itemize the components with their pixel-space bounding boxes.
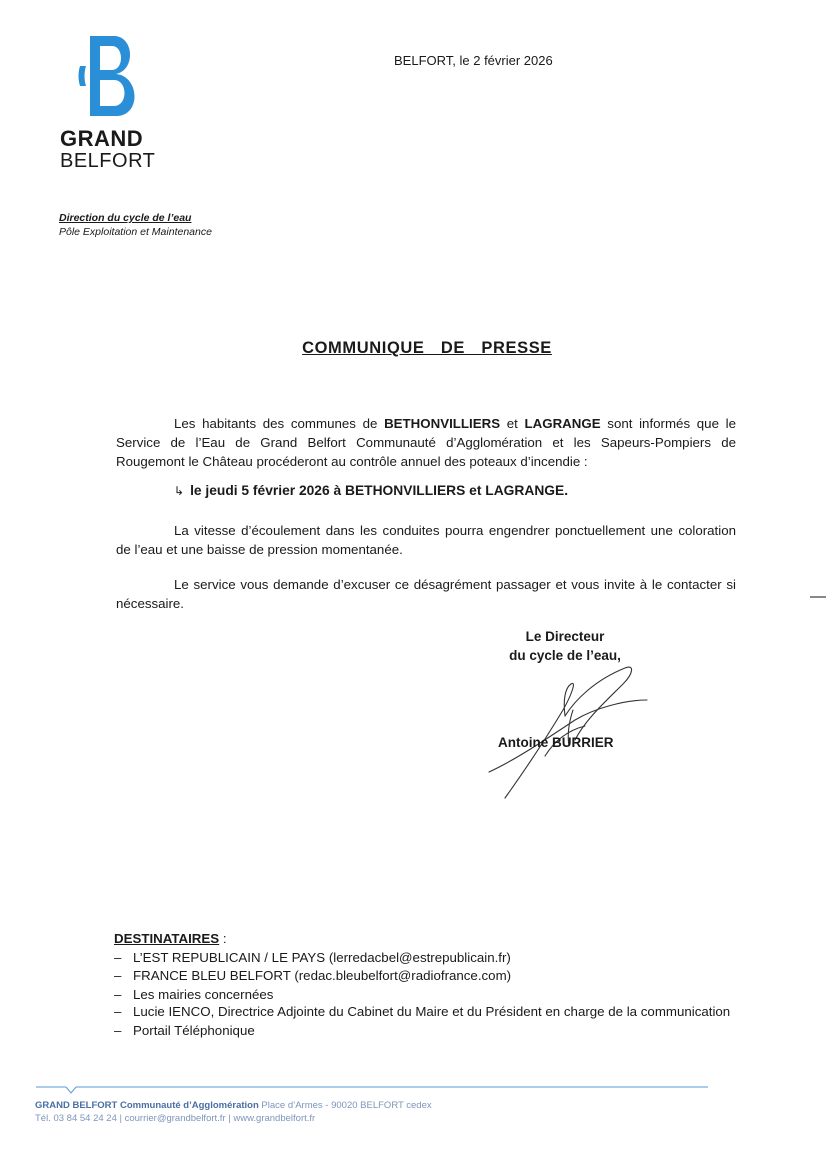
- date-bullet: [174, 483, 568, 498]
- footer-address-row: [35, 1099, 432, 1112]
- para3-text: Le service vous demande d’excuser ce désagrément passager et vous invite à le contacter si nécessaire.: [116, 577, 736, 611]
- recipients-title: DESTINATAIRES: [114, 931, 220, 946]
- recipient-item: [114, 949, 739, 968]
- recipient-item: [114, 1004, 739, 1020]
- footer-divider: [36, 1083, 708, 1095]
- paragraph-apology: [116, 575, 736, 613]
- grand-belfort-logo-icon: [76, 32, 146, 120]
- para1-commune-1: BETHONVILLIERS: [384, 416, 501, 431]
- recipients-title-row: [114, 930, 739, 949]
- recipient-item: [114, 986, 739, 1005]
- recipient-text: FRANCE BLEU BELFORT (redac.bleubelfort@radiofrance.com): [133, 968, 512, 983]
- department-title: Direction du cycle de l’eau: [59, 212, 192, 224]
- footer-contact: Tél. 03 84 54 24 24 | courrier@grandbelfort.fr | www.grandbelfort.fr: [35, 1113, 316, 1124]
- recipient-item: [114, 1022, 739, 1041]
- arrow-right-icon: ↳: [174, 484, 185, 498]
- bullet-text: le jeudi 5 février 2026 à BETHONVILLIERS et LAGRANGE.: [190, 483, 569, 498]
- document-title: COMMUNIQUE DE PRESSE: [302, 339, 552, 357]
- paragraph-intro: [116, 414, 736, 471]
- recipient-item: [114, 967, 739, 986]
- para1-text1: Les habitants des communes de: [174, 416, 385, 431]
- department-subtitle: Pôle Exploitation et Maintenance: [59, 226, 212, 238]
- paragraph-effects: [116, 521, 736, 559]
- footer-org: GRAND BELFORT Communauté d’Agglomération: [35, 1100, 259, 1111]
- handwritten-signature: [485, 660, 655, 805]
- recipient-text: L’EST REPUBLICAIN / LE PAYS (lerredacbel@estrepublicain.fr): [133, 949, 511, 965]
- list-dash: –: [114, 968, 122, 983]
- signoff-line-2: du cycle de l’eau,: [509, 648, 621, 663]
- para1-text2: et: [500, 416, 525, 431]
- footer: [35, 1099, 432, 1125]
- footer-address: Place d’Armes - 90020 BELFORT cedex: [258, 1100, 432, 1111]
- letter-date: BELFORT, le 2 février 2026: [394, 53, 553, 68]
- list-dash: –: [114, 986, 122, 1002]
- logo-wordmark: [60, 128, 155, 172]
- recipient-text: Les mairies concernées: [133, 986, 274, 1002]
- para2-text: La vitesse d’écoulement dans les conduites pourra engendrer ponctuellement une coloration de l’eau et une baisse de pression momentanée.: [116, 523, 736, 557]
- para1-text3: sont informés que le Service de l’Eau de Grand Belfort Communauté d’Agglomération et les Sapeurs-Pompiers de Rougemont le Château procéderont au contrôle annuel des poteaux d’incendie :: [116, 416, 736, 469]
- recipients-title-suffix: :: [219, 931, 227, 946]
- signoff-line-1: Le Directeur: [525, 629, 605, 644]
- logo-grand: GRAND: [60, 126, 144, 151]
- list-dash: –: [114, 1004, 122, 1019]
- recipient-text: Portail Téléphonique: [133, 1023, 255, 1038]
- para1-commune-2: LAGRANGE: [524, 416, 601, 431]
- recipients-list: [114, 949, 739, 1041]
- logo-belfort: BELFORT: [60, 150, 156, 172]
- list-dash: –: [114, 1023, 122, 1038]
- recipient-text: Lucie IENCO, Directrice Adjointe du Cabinet du Maire et du Président en charge de la communication: [133, 1004, 731, 1019]
- margin-mark: [810, 596, 826, 598]
- list-dash: –: [114, 949, 122, 965]
- recipients-block: [114, 930, 739, 1041]
- signer-name: Antoine BURRIER: [498, 735, 614, 750]
- department-block: [59, 211, 212, 239]
